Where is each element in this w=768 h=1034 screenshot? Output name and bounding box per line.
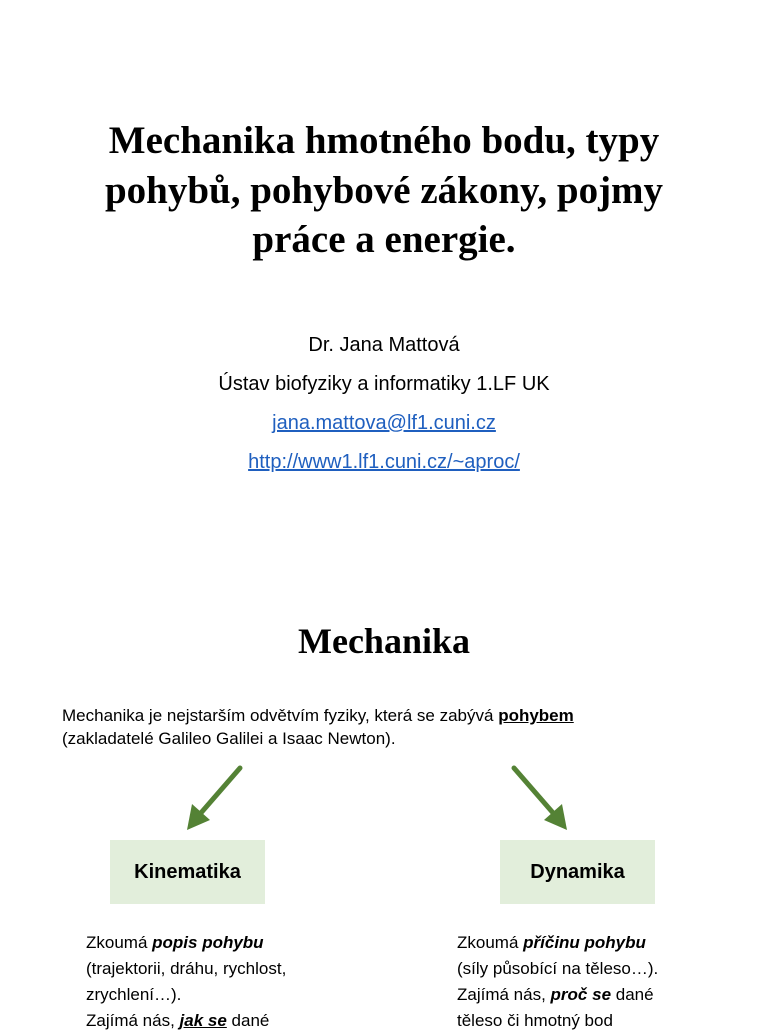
intro-text: Mechanika je nejstarším odvětvím fyziky, která se zabývá — [62, 706, 499, 725]
kinematika-line-4 — [86, 1008, 376, 1034]
institute-name: Ústav biofyziky a informatiky 1.LF UK — [218, 373, 550, 395]
slide-title — [40, 116, 728, 265]
kinematika-question-emphasis: jak se — [179, 1011, 227, 1030]
kinematika-box: Kinematika — [110, 840, 265, 904]
dynamika-line-3 — [457, 982, 747, 1008]
arrow-down-left-icon — [182, 764, 252, 832]
kinematika-emphasis: popis pohybu — [152, 933, 264, 952]
author-name: Dr. Jana Mattová — [308, 334, 460, 356]
dynamika-line-3-suffix: dané — [611, 985, 654, 1004]
slide-title-line-3: práce a energie. — [252, 218, 516, 262]
kinematika-line-1-text: Zkoumá — [86, 933, 153, 952]
dynamika-box: Dynamika — [500, 840, 655, 904]
website-link[interactable]: http://www1.lf1.cuni.cz/~aproc/ — [248, 451, 520, 473]
slide-title-line-1: Mechanika hmotného bodu, typy — [108, 119, 660, 162]
dynamika-line-1 — [457, 930, 747, 956]
kinematika-line-3: zrychlení…). — [86, 985, 182, 1004]
kinematika-line-2: (trajektorii, dráhu, rychlost, — [86, 959, 287, 978]
email-link[interactable]: jana.mattova@lf1.cuni.cz — [272, 412, 496, 434]
kinematika-line-1 — [86, 930, 376, 956]
dynamika-question-emphasis: proč se — [550, 985, 612, 1004]
dynamika-description — [457, 930, 747, 1034]
slide-title-line-2: pohybů, pohybové zákony, pojmy — [104, 168, 664, 212]
dynamika-line-4: těleso či hmotný bod — [457, 1011, 613, 1030]
intro-founders: (zakladatelé Galileo Galilei a Isaac Newton). — [62, 729, 396, 748]
slide-2-title: Mechanika — [297, 621, 470, 661]
intro-paragraph — [62, 704, 722, 750]
arrow-down-right-icon — [504, 764, 574, 832]
kinematika-line-4-text: Zajímá nás, — [86, 1011, 180, 1030]
kinematika-description — [86, 930, 376, 1034]
intro-highlight: pohybem — [498, 706, 574, 725]
author-info — [40, 326, 728, 482]
dynamika-line-2: (síly působící na těleso…). — [457, 959, 659, 978]
mechanika-slide — [0, 576, 768, 1030]
dynamika-emphasis: příčinu pohybu — [523, 933, 646, 952]
dynamika-line-1-text: Zkoumá — [457, 933, 524, 952]
dynamika-line-3-text: Zajímá nás, — [457, 985, 551, 1004]
kinematika-line-4-suffix: dané — [226, 1011, 270, 1030]
